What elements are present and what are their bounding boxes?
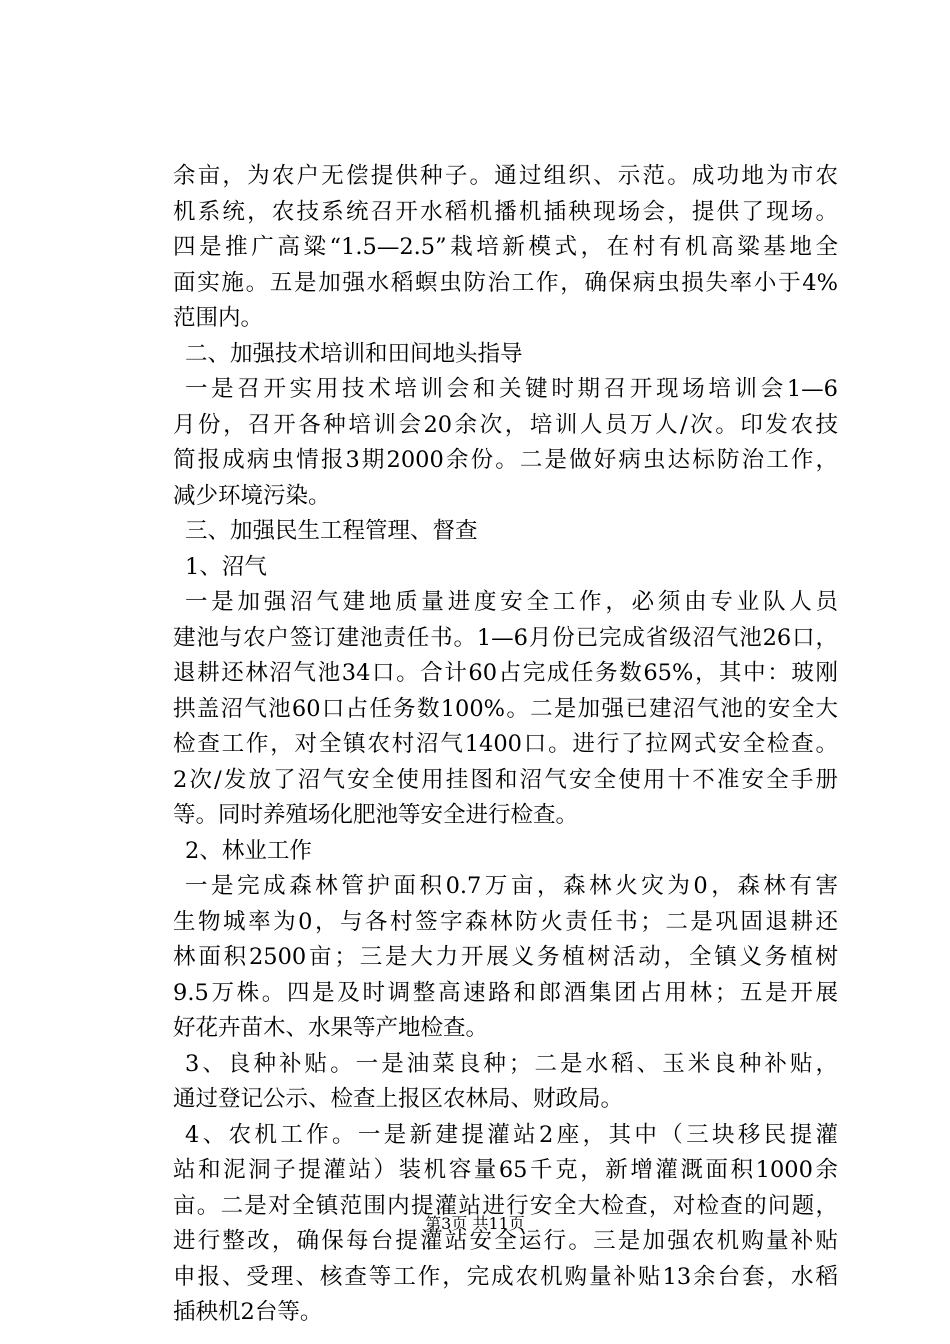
- body-line: 站和泥洞子提灌站）装机容量65千克，新增灌溉面积1000余: [173, 1157, 838, 1183]
- body-line: 等。同时养殖场化肥池等安全进行检查。: [173, 802, 579, 828]
- body-line: 机系统，农技系统召开水稻机播机插秧现场会，提供了现场。: [173, 198, 838, 225]
- section-heading: 二、加强技术培训和田间地头指导: [185, 340, 523, 367]
- body-line: 退耕还林沼气池34口。合计60占完成任务数65%，其中：玻刚: [173, 660, 838, 686]
- body-line: 检查工作，对全镇农村沼气1400口。进行了拉网式安全检查。: [173, 731, 838, 757]
- section-heading: 三、加强民生工程管理、督查: [185, 518, 478, 544]
- body-line: 一是完成森林管护面积0.7万亩，森林火灾为0，森林有害: [185, 873, 838, 899]
- body-line: 四是推广高粱“1.5—2.5”栽培新模式，在村有机高粱基地全: [173, 234, 838, 260]
- page-number-footer: 第3页 共11页: [425, 1214, 525, 1233]
- body-line: 一是加强沼气建地质量进度安全工作，必须由专业队人员: [185, 589, 838, 615]
- body-line: 减少环境污染。: [173, 482, 331, 509]
- body-line: 建池与农户签订建池责任书。1—6月份已完成省级沼气池26口，: [173, 624, 838, 651]
- body-line: 林面积2500亩；三是大力开展义务植树活动，全镇义务植树: [173, 944, 838, 970]
- body-line: 余亩，为农户无偿提供种子。通过组织、示范。成功地为市农: [173, 163, 838, 189]
- document-body: [173, 159, 838, 1331]
- body-line: 简报成病虫情报3期2000余份。二是做好病虫达标防治工作，: [173, 447, 838, 473]
- body-line: 通过登记公示、检查上报区农林局、财政局。: [173, 1086, 624, 1112]
- body-line: 3、良种补贴。一是油菜良种；二是水稻、玉米良种补贴，: [185, 1050, 838, 1077]
- body-line: 2次/发放了沼气安全使用挂图和沼气安全使用十不准安全手册: [173, 766, 838, 793]
- body-line: 范围内。: [173, 305, 264, 331]
- body-line: 进行整改，确保每台提灌站安全运行。三是加强农机购量补贴: [173, 1228, 838, 1254]
- body-line: 插秧机2台等。: [173, 1299, 323, 1325]
- subsection-heading: 2、林业工作: [185, 837, 312, 864]
- body-line: 一是召开实用技术培训会和关键时期召开现场培训会1—6: [185, 376, 838, 402]
- body-line: 申报、受理、核查等工作，完成农机购量补贴13余台套，水稻: [173, 1263, 838, 1290]
- body-line: 生物城率为0，与各村签字森林防火责任书；二是巩固退耕还: [173, 908, 838, 935]
- subsection-heading: 1、沼气: [185, 553, 267, 580]
- body-line: 面实施。五是加强水稻螟虫防治工作，确保病虫损失率小于4%: [173, 269, 838, 296]
- body-line: 月份，召开各种培训会20余次，培训人员万人/次。印发农技: [173, 411, 838, 438]
- body-line: 4、农机工作。一是新建提灌站2座，其中（三块移民提灌: [185, 1121, 838, 1148]
- body-line: 亩。二是对全镇范围内提灌站进行安全大检查，对检查的问题，: [173, 1192, 838, 1219]
- body-line: 拱盖沼气池60口占任务数100%。二是加强已建沼气池的安全大: [173, 695, 838, 722]
- body-line: 9.5万株。四是及时调整高速路和郎酒集团占用林；五是开展: [173, 979, 838, 1006]
- body-line: 好花卉苗木、水果等产地检查。: [173, 1015, 489, 1041]
